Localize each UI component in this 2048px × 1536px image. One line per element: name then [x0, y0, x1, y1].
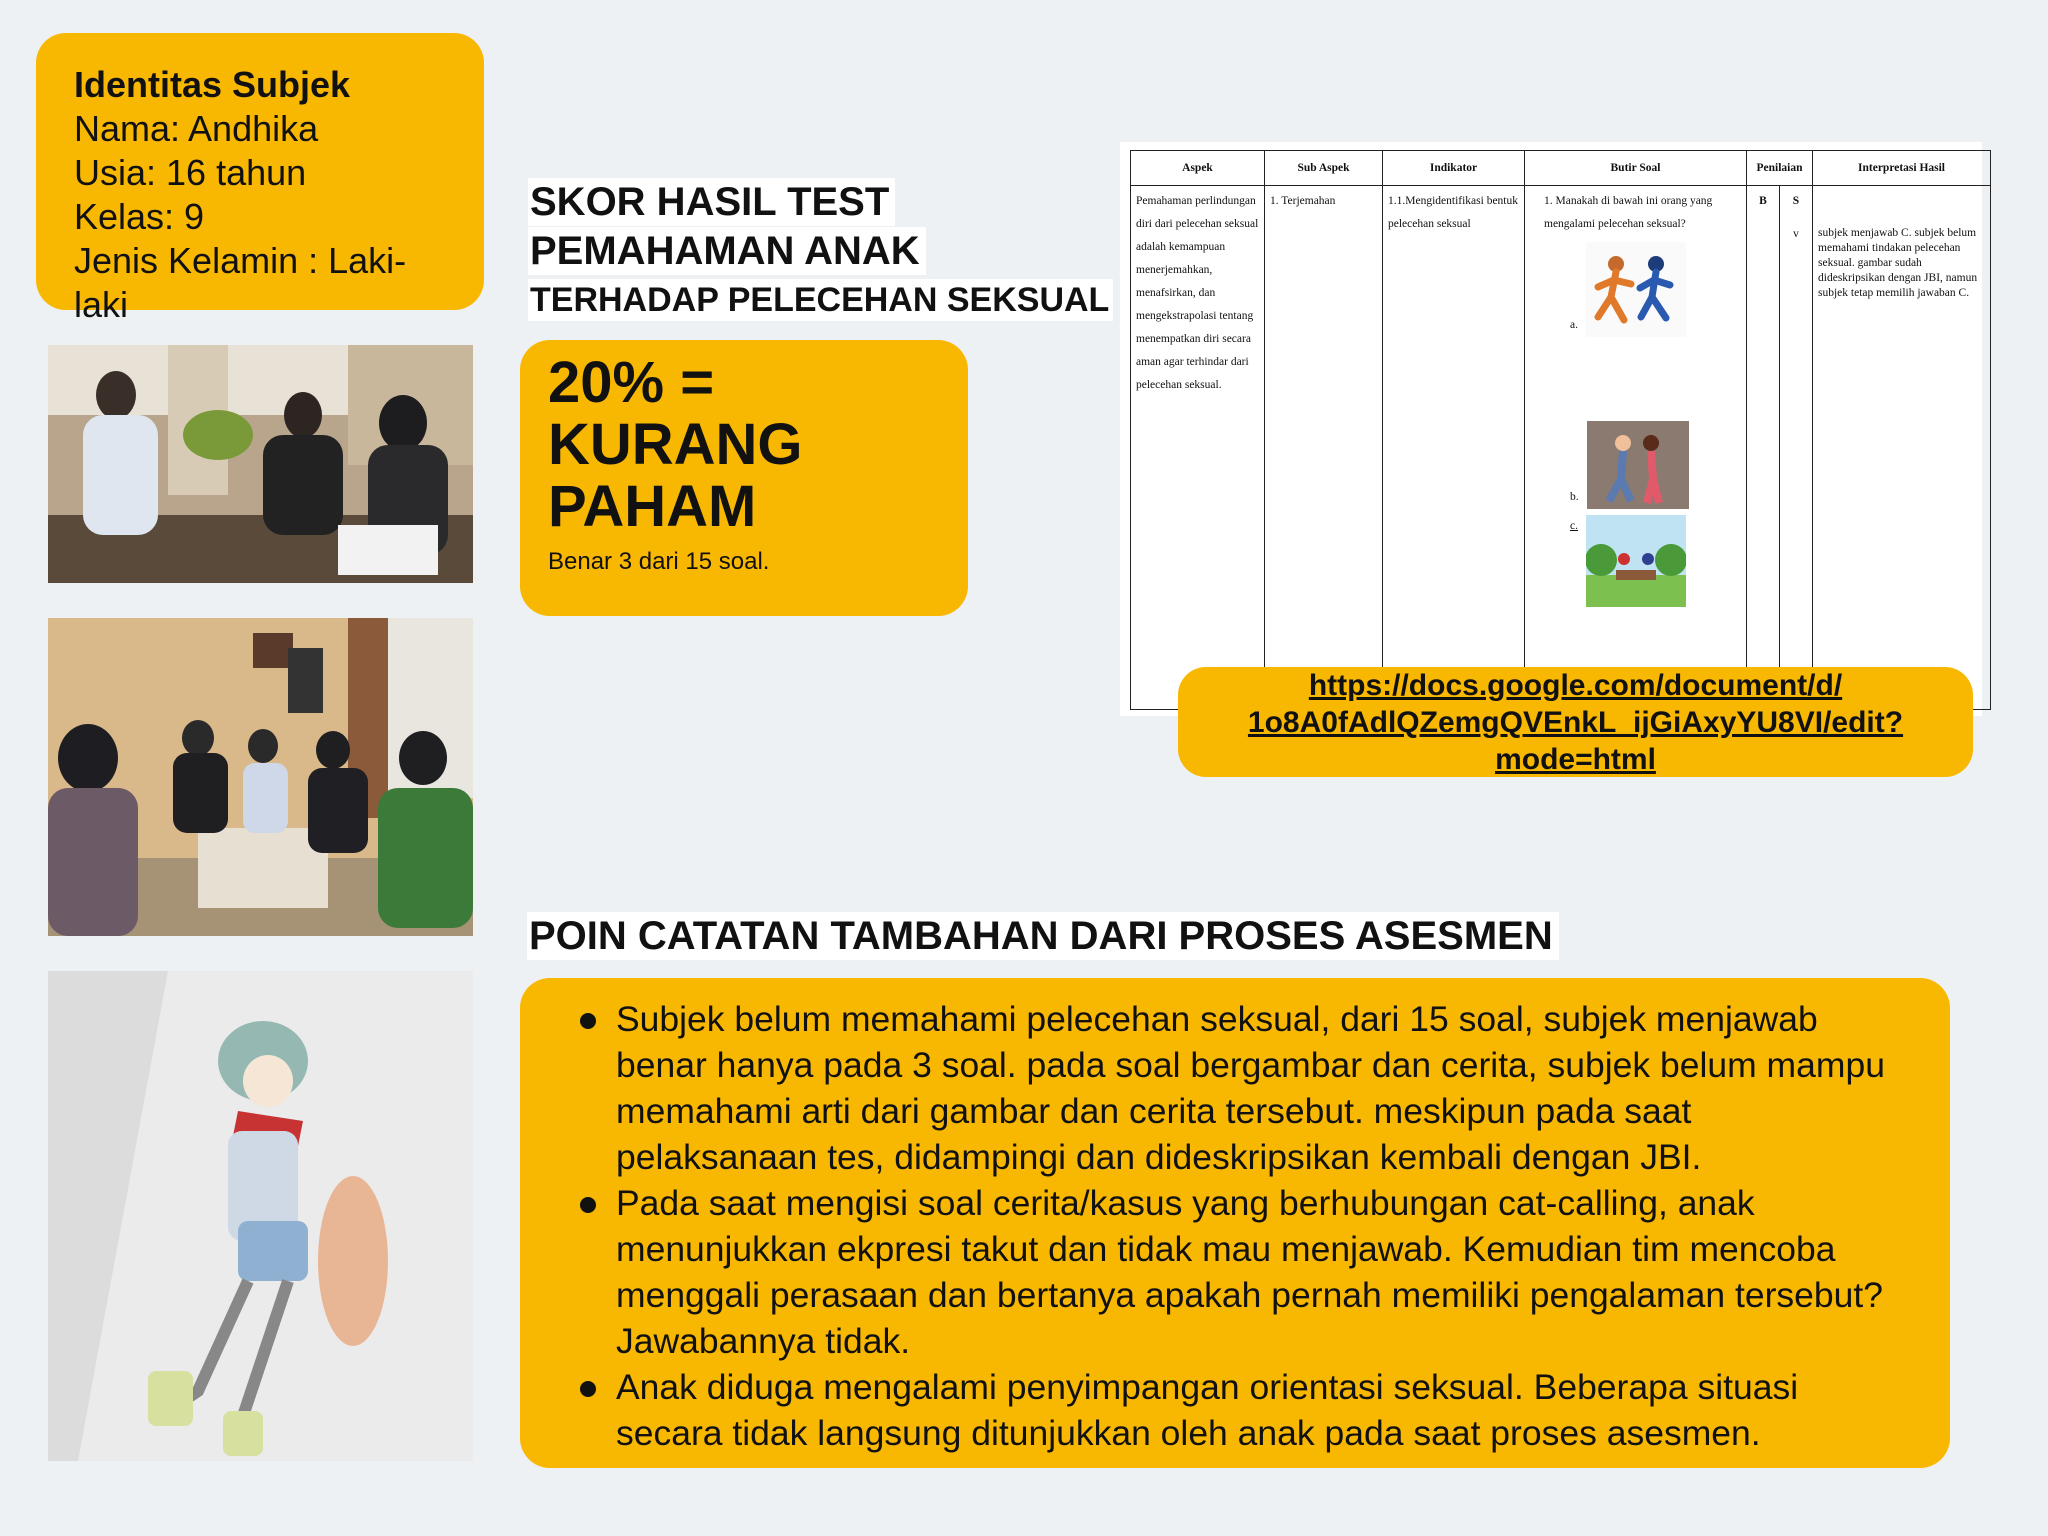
- score-detail: Benar 3 dari 15 soal.: [548, 548, 770, 575]
- assessment-table: [1130, 150, 1991, 710]
- document-link-box: [1178, 667, 1973, 777]
- cell-indikator: 1.1.Mengidentifikasi bentuk pelecehan seksual: [1383, 186, 1525, 710]
- identity-grade: Kelas: 9: [74, 196, 205, 237]
- document-link-line1: https://docs.google.com/document/d/: [1308, 669, 1843, 702]
- col-header-sub-aspek: Sub Aspek: [1265, 151, 1383, 186]
- interpretation-text: subjek menjawab C. subjek belum memahami tindakan pelecehan seksual. gambar sudah dideskripsikan dengan JBI, namun subjek tetap memilih jawaban C.: [1818, 227, 1978, 299]
- cell-score-s: [1780, 186, 1813, 710]
- score-label-line2: PAHAM: [548, 474, 757, 539]
- notes-heading: POIN CATATAN TAMBAHAN DARI PROSES ASESMEN: [527, 912, 1559, 960]
- identity-age: Usia: 16 tahun: [74, 152, 307, 193]
- check-mark: v: [1793, 228, 1799, 240]
- photo-meeting: [48, 618, 473, 936]
- score-heading-line2: PEMAHAMAN ANAK: [528, 227, 926, 275]
- score-result: [548, 352, 940, 538]
- cell-interpretasi: [1813, 186, 1991, 710]
- score-label-line1: KURANG: [548, 412, 803, 477]
- option-c-image: [1586, 515, 1686, 607]
- col-header-penilaian: Penilaian: [1747, 151, 1813, 186]
- score-percent: 20% =: [548, 350, 715, 415]
- score-box: [520, 340, 968, 616]
- col-header-interpretasi: Interpretasi Hasil: [1813, 151, 1991, 186]
- photo-drawing: [48, 971, 473, 1461]
- option-b-image: [1587, 421, 1689, 509]
- identity-card: [36, 33, 484, 325]
- document-link[interactable]: [1178, 667, 1973, 778]
- note-item: Subjek belum memahami pelecehan seksual, dari 15 soal, subjek menjawab benar hanya pada 3 soal. pada soal bergambar dan cerita, subjek belum mampu memahami arti dari gambar dan cerita tersebut. meskipun pada saat pelaksanaan tes, didampingi dan dideskripsikan kembali dengan JBI.: [578, 996, 1890, 1180]
- subheader-b: B: [1759, 195, 1767, 207]
- assessment-table-image: [1120, 142, 1982, 716]
- option-b-label: b.: [1570, 491, 1579, 503]
- option-a-label: a.: [1570, 319, 1578, 331]
- subheader-s: S: [1792, 195, 1800, 207]
- score-heading-line3: TERHADAP PELECEHAN SEKSUAL: [528, 279, 1113, 321]
- identity-title: Identitas Subjek: [74, 64, 351, 105]
- question-text: 1. Manakah di bawah ini orang yang mengalami pelecehan seksual?: [1544, 195, 1713, 230]
- cell-aspek: Pemahaman perlindungan diri dari pelecehan seksual adalah kemampuan menerjemahkan, menafsirkan, dan mengekstrapolasi tentang menempatkan diri secara aman agar terhindar dari pelecehan seksual.: [1131, 186, 1265, 710]
- document-link-line2: 1o8A0fAdlQZemgQVEnkL_ijGiAxyYU8VI/edit?: [1247, 706, 1904, 739]
- note-item: Pada saat mengisi soal cerita/kasus yang berhubungan cat-calling, anak menunjukkan ekpresi takut dan tidak mau menjawab. Kemudian tim mencoba menggali perasaan dan bertanya apakah pernah memiliki pengalaman tersebut? Jawabannya tidak.: [578, 1180, 1890, 1364]
- note-item: Anak diduga mengalami penyimpangan orientasi seksual. Beberapa situasi secara tidak langsung ditunjukkan oleh anak pada saat proses asesmen.: [578, 1364, 1890, 1456]
- option-a-image: [1586, 242, 1686, 337]
- score-heading-line1: SKOR HASIL TEST: [528, 178, 895, 226]
- col-header-aspek: Aspek: [1131, 151, 1265, 186]
- identity-name: Nama: Andhika: [74, 108, 319, 149]
- cell-score-b: [1747, 186, 1780, 710]
- notes-box: [520, 978, 1950, 1468]
- notes-list: [578, 996, 1890, 1456]
- cell-sub-aspek: 1. Terjemahan: [1265, 186, 1383, 710]
- option-c-label: c.: [1570, 520, 1578, 532]
- identity-gender: Jenis Kelamin : Laki-laki: [74, 240, 407, 325]
- col-header-indikator: Indikator: [1383, 151, 1525, 186]
- document-link-line3: mode=html: [1495, 743, 1656, 776]
- cell-butir-soal: [1525, 186, 1747, 710]
- col-header-butir-soal: Butir Soal: [1525, 151, 1747, 186]
- photo-interview: [48, 345, 473, 583]
